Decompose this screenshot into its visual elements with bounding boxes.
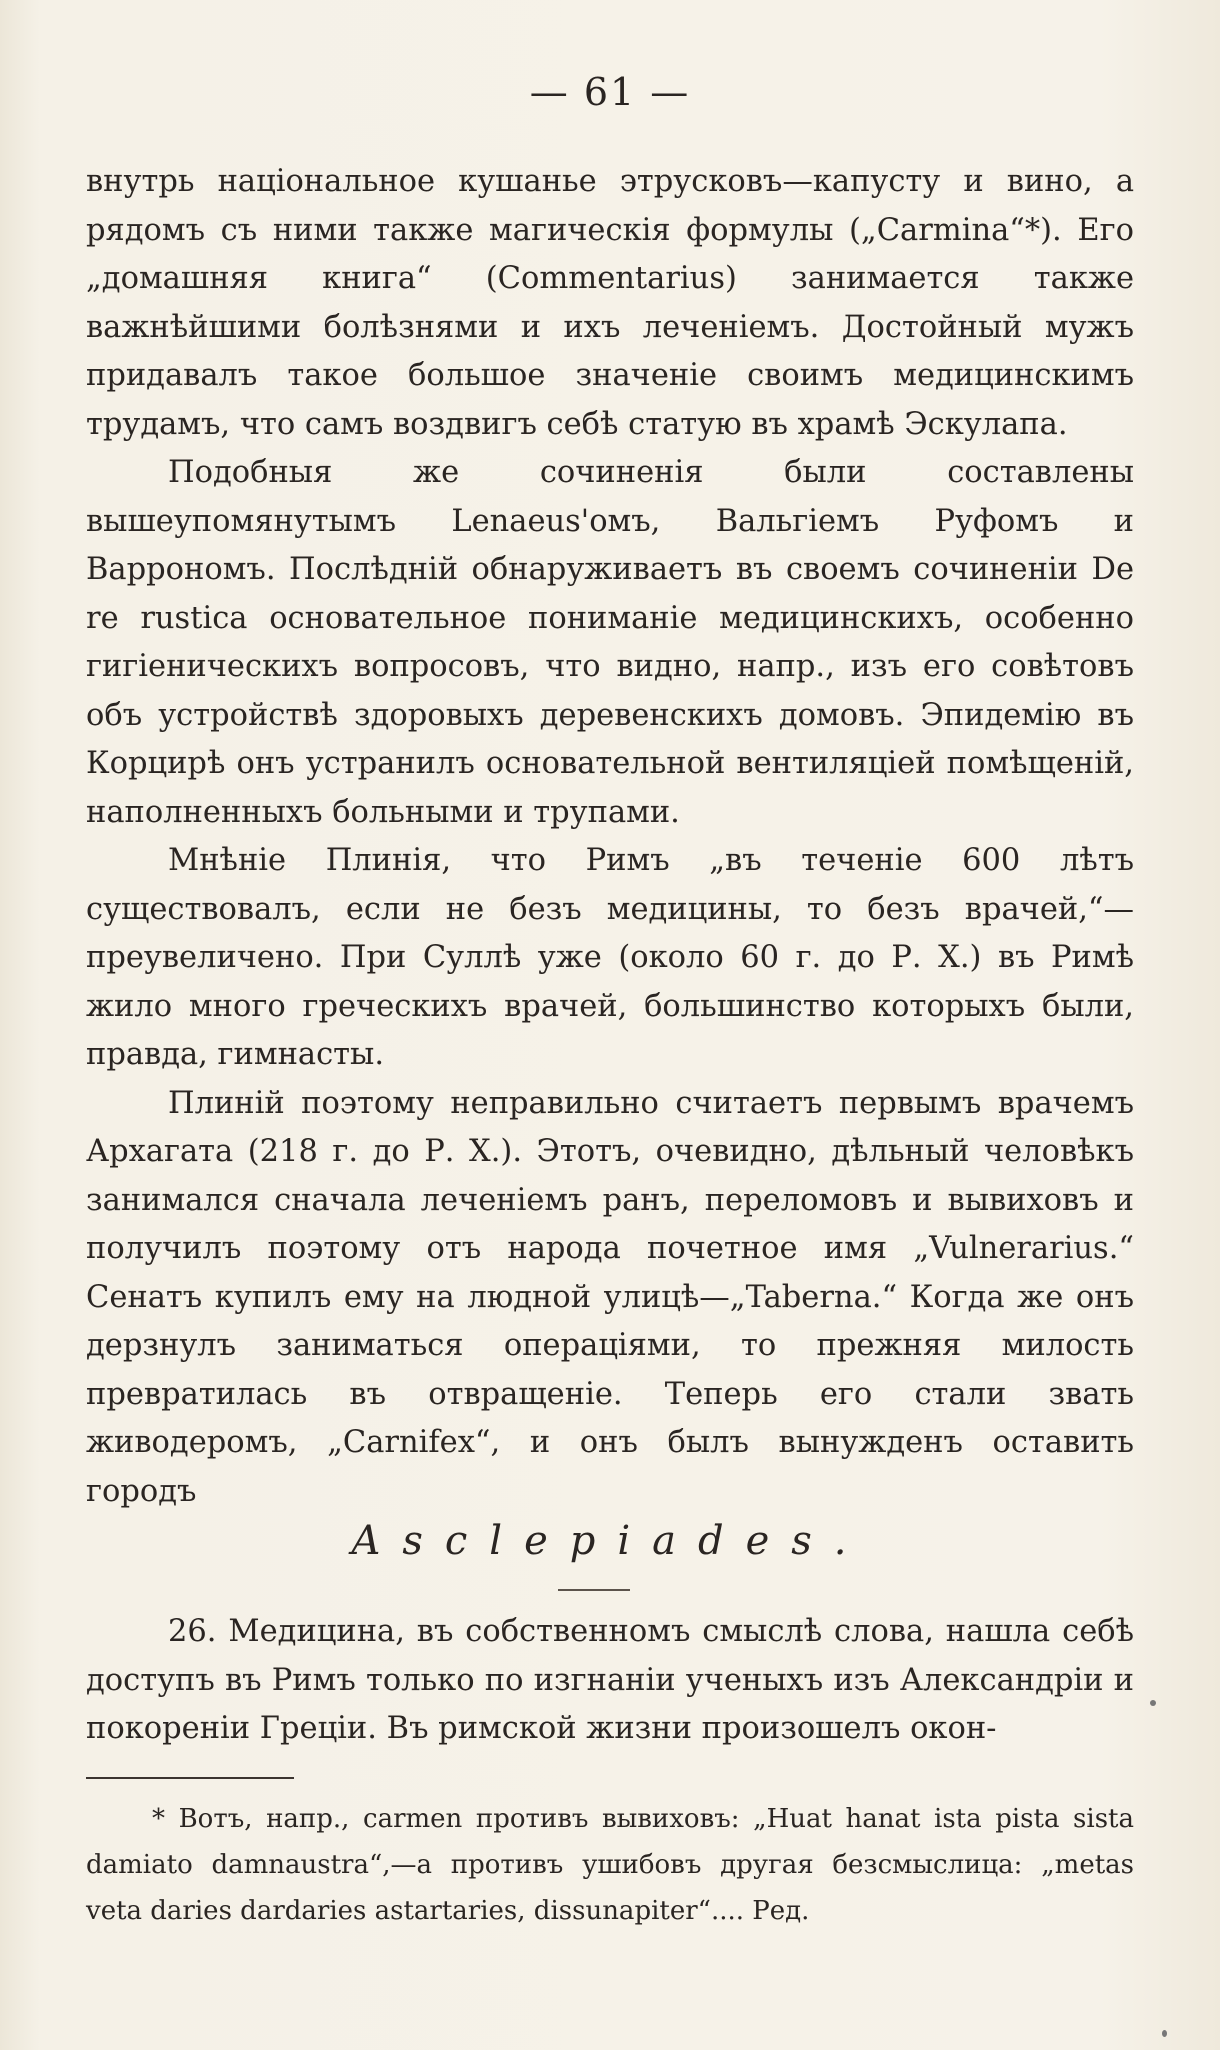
paragraph-4: Плиній поэтому неправильно считаетъ первымъ врачемъ Архагата (218 г. до Р. Х.). Этотъ, очевидно, дѣльный человѣкъ занимался сначала леченіемъ ранъ, переломовъ и вывиховъ и получилъ поэтому отъ народа почетное имя „Vulnerarius.“ Сенатъ купилъ ему на людной улицѣ—„Taberna.“ Когда же онъ дерзнулъ заниматься операціями, то прежняя милость превратилась въ отвращеніе. Теперь его стали звать живодеромъ, „Carnifex“, и онъ былъ вынужденъ оставить городъ (86, 1085, 1134, 1509)
section-text (86, 1608, 1134, 1754)
footnote (86, 1796, 1134, 1934)
footnote-divider (86, 1777, 294, 1779)
paragraph-1: внутрь національное кушанье этрусковъ—капусту и вино, а рядомъ съ ними также магическія формулы („Carmina“*). Его „домашняя книга“ (Commentarius) занимается также важнѣйшими болѣзнями и ихъ леченіемъ. Достойный мужъ придавалъ такое большое значеніе своимъ медицинскимъ трудамъ, что самъ воздвигъ себѣ статую въ храмѣ Эскулапа. (86, 164, 1134, 442)
paragraph-3: Мнѣніе Плинія, что Римъ „въ теченіе 600 лѣтъ существовалъ, если не безъ медицины, то безъ врачей,“—преувеличено. При Суллѣ уже (около 60 г. до Р. Х.) въ Римѣ жило много греческихъ врачей, большинство которыхъ были, правда, гимнасты. (86, 843, 1134, 1072)
paper-speck (1162, 2030, 1167, 2037)
paragraph-2: Подобныя же сочиненія были составлены вышеупомянутымъ Lenaeus'омъ, Вальгіемъ Руфомъ и Варрономъ. Послѣдній обнаруживаетъ въ своемъ сочиненіи De re rustica основательное пониманіе медицинскихъ, особенно гигіеническихъ вопросовъ, что видно, напр., изъ его совѣтовъ объ устройствѣ здоровыхъ деревенскихъ домовъ. Эпидемію въ Корцирѣ онъ устранилъ основательной вентиляціей помѣщеній, наполненныхъ больными и трупами. (86, 455, 1134, 830)
page-number: — 61 — (529, 70, 691, 114)
section-heading: Asclepiades. (351, 1518, 869, 1564)
section-paragraph: 26. Медицина, въ собственномъ смыслѣ слова, нашла себѣ доступъ въ Римъ только по изгнаніи ученыхъ изъ Александріи и покореніи Греціи. Въ римской жизни произошелъ окон- (86, 1614, 1134, 1746)
body-text (86, 158, 1134, 1516)
paper-speck (1150, 1700, 1156, 1706)
heading-divider (558, 1589, 630, 1591)
footnote-text: * Вотъ, напр., carmen противъ вывиховъ: „Huat hanat ista pista sista damiato damnaustra“,—а противъ ушибовъ другая безсмыслица: „metas veta daries dardaries astartaries, dissunapiter“.... Ред. (86, 1804, 1134, 1926)
